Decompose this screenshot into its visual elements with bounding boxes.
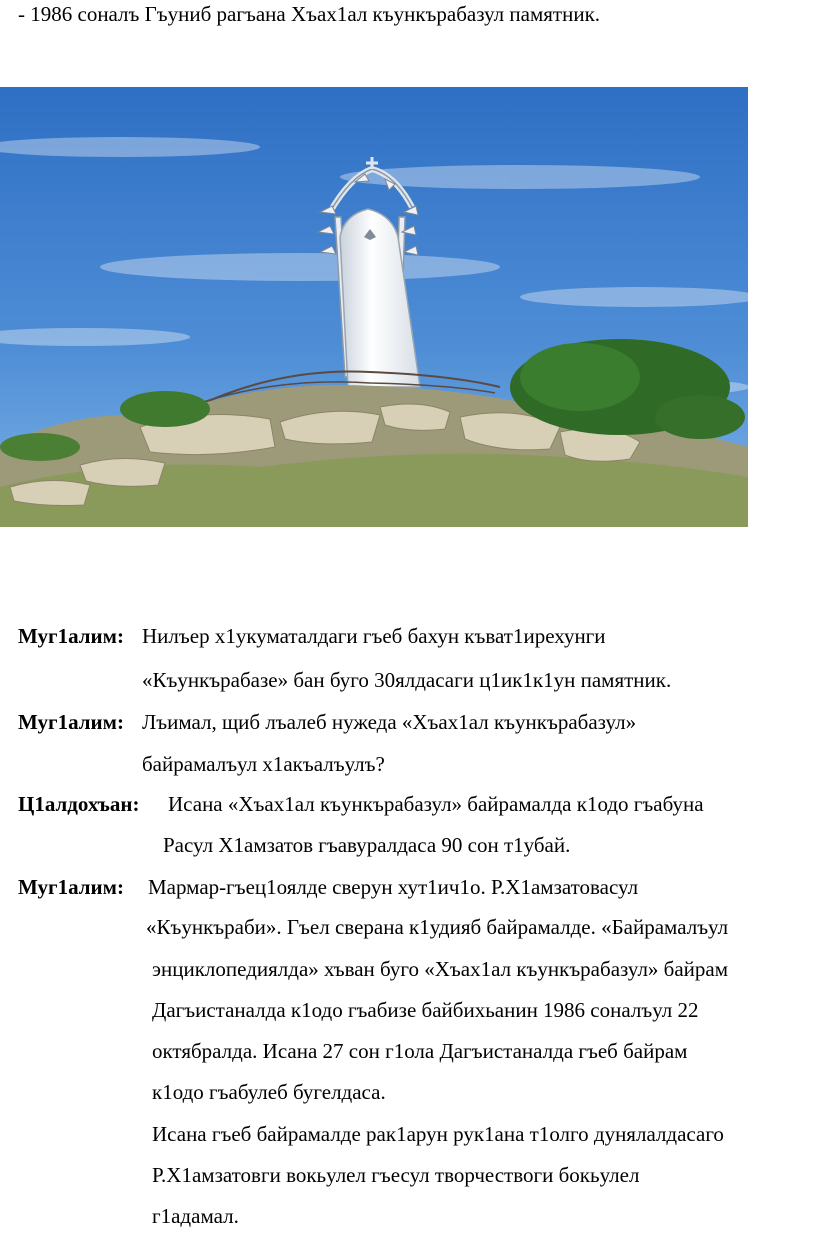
- caption-line: - 1986 соналъ Гъуниб рагъана Хъах1ал къункърабазул памятник.: [18, 2, 601, 26]
- dialogue-line: Р.Х1амзатовги вокьулел гъесул творчествоги бокьулел: [152, 1163, 640, 1187]
- dialogue-line: к1одо гъабулеб бугелдаса.: [152, 1080, 386, 1104]
- speaker-label: Муг1алим:: [18, 624, 124, 648]
- monument-photo: [0, 87, 748, 527]
- dialogue-line: «Къункърабазе» бан буго 30ялдасаги ц1ик1к1ун памятник.: [142, 668, 672, 692]
- dialogue-line: «Къункъраби». Гъел сверана к1удияб байрамалде. «Байрамалъул: [146, 915, 729, 939]
- speaker-label: Муг1алим:: [18, 710, 124, 734]
- dialogue-line: Мармар-гъец1оялде сверун хут1ич1о. Р.Х1амзатовасул: [148, 875, 639, 899]
- dialogue-line: энциклопедиялда» хъван буго «Хъах1ал къункърабазул» байрам: [152, 957, 729, 981]
- speaker-label: Муг1алим:: [18, 875, 124, 899]
- dialogue-line: Исана гъеб байрамалде рак1арун рук1ана т1олго дунялалдасаго: [152, 1122, 724, 1146]
- dialogue-line: октябралда. Исана 27 сон г1ола Дагъистаналда гъеб байрам: [152, 1039, 688, 1063]
- dialogue-line: Нилъер х1укуматалдаги гъеб бахун къват1ирехунги: [142, 624, 606, 648]
- dialogue-line: г1адамал.: [152, 1204, 239, 1228]
- dialogue-line: байрамалъул х1акъалъулъ?: [142, 752, 385, 776]
- speaker-label: Ц1алдохъан:: [18, 792, 140, 816]
- dialogue-line: Расул Х1амзатов гъавуралдаса 90 сон т1убай.: [163, 833, 571, 857]
- dialogue-line: Дагъистаналда к1одо гъабизе байбихьанин 1986 соналъул 22: [152, 998, 699, 1022]
- dialogue-line: Лъимал, щиб лъалеб нужеда «Хъах1ал къункърабазул»: [142, 710, 637, 734]
- dialogue-line: Исана «Хъах1ал къункърабазул» байрамалда к1одо гъабуна: [168, 792, 704, 816]
